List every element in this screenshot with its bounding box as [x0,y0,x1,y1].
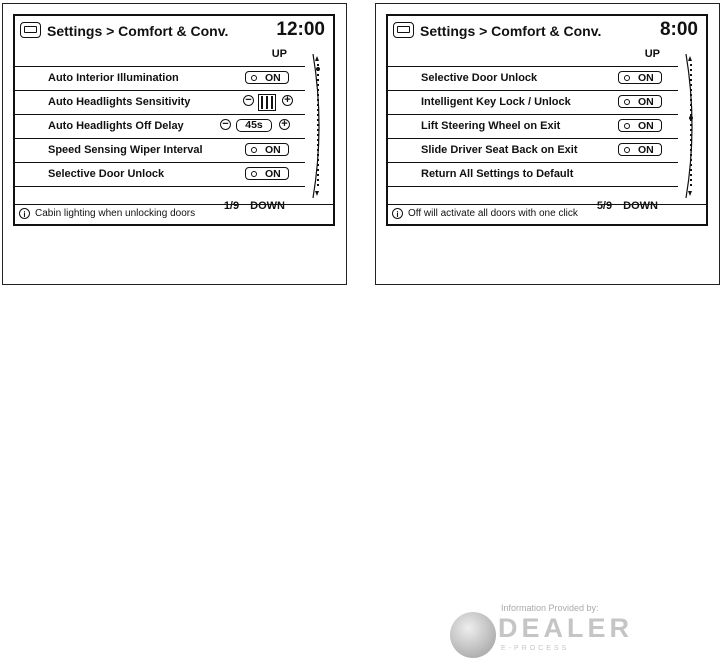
settings-panel-1 [2,3,347,285]
setting-label: Return All Settings to Default [421,168,574,180]
up-button[interactable]: UP [644,48,660,60]
toggle-value: ON [265,72,281,84]
toggle-switch[interactable] [245,143,289,156]
scrollbar[interactable] [311,52,325,200]
plus-icon[interactable]: + [279,119,290,130]
setting-label: Slide Driver Seat Back on Exit [421,144,578,156]
settings-list [388,46,678,212]
hint-text: Off will activate all doors with one click [408,208,578,219]
scrollbar-graphic [684,52,698,200]
page-indicator: 5/9 [596,200,613,212]
toggle-indicator-icon [624,99,630,105]
setting-row[interactable] [15,91,305,115]
screen-title: Settings > Comfort & Conv. [420,23,602,39]
up-button[interactable]: UP [271,48,287,60]
info-icon: i [392,208,403,219]
settings-panel-2 [375,3,720,285]
toggle-value: ON [638,144,654,156]
setting-row[interactable] [388,163,678,187]
screen-2 [386,14,708,226]
page-indicator: 1/9 [223,200,240,212]
setting-row[interactable] [15,115,305,139]
logo-caption: Information Provided by: [501,603,599,613]
sensitivity-slider[interactable] [258,94,276,111]
hint-text: Cabin lighting when unlocking doors [35,208,196,219]
minus-icon[interactable]: − [243,95,254,106]
toggle-value: ON [638,120,654,132]
slider-bar [266,96,268,109]
setting-row[interactable] [388,139,678,163]
setting-label: Selective Door Unlock [421,72,538,84]
setting-label: Auto Headlights Off Delay [48,120,184,132]
title-bar [388,16,706,46]
scrollbar[interactable] [684,52,698,200]
setting-row[interactable] [15,163,305,187]
slider-bar [261,96,263,109]
toggle-indicator-icon [624,123,630,129]
setting-row[interactable] [388,115,678,139]
toggle-switch[interactable] [618,95,662,108]
logo-name: DEALER [498,613,634,643]
scrollbar-graphic [311,52,325,200]
setting-label: Auto Interior Illumination [48,72,179,84]
setting-label: Speed Sensing Wiper Interval [48,144,203,156]
slider-bar [271,96,273,109]
setting-row[interactable] [15,139,305,163]
toggle-indicator-icon [251,75,257,81]
hint-bar [15,204,333,224]
clock: 12:00 [276,19,325,40]
setting-row[interactable] [15,67,305,91]
dealer-eprocess-logo [446,600,656,662]
down-button[interactable]: DOWN [250,200,285,212]
toggle-indicator-icon [624,147,630,153]
toggle-indicator-icon [251,147,257,153]
setting-label: Intelligent Key Lock / Unlock [421,96,571,108]
screen-title: Settings > Comfort & Conv. [47,23,229,39]
setting-row[interactable] [388,67,678,91]
toggle-value: ON [265,168,281,180]
menu-icon[interactable] [20,22,41,38]
info-icon: i [19,208,30,219]
toggle-switch[interactable] [245,167,289,180]
toggle-indicator-icon [624,75,630,81]
settings-list [15,46,305,212]
down-button[interactable]: DOWN [623,200,658,212]
plus-icon[interactable]: + [282,95,293,106]
toggle-switch[interactable] [618,71,662,84]
logo-emblem-icon [450,612,496,658]
logo-tagline: E-PROCESS [501,645,570,652]
toggle-switch[interactable] [245,71,289,84]
setting-label: Selective Door Unlock [48,168,165,180]
screen-1 [13,14,335,226]
toggle-switch[interactable] [618,143,662,156]
clock: 8:00 [659,19,698,40]
toggle-value: ON [638,72,654,84]
title-bar [15,16,333,46]
toggle-value: ON [265,144,281,156]
toggle-indicator-icon [251,171,257,177]
delay-value: 45s [236,119,272,132]
minus-icon[interactable]: − [220,119,231,130]
menu-icon[interactable] [393,22,414,38]
toggle-switch[interactable] [618,119,662,132]
toggle-value: ON [638,96,654,108]
setting-label: Lift Steering Wheel on Exit [421,120,561,132]
hint-bar [388,204,706,224]
setting-row[interactable] [388,91,678,115]
setting-label: Auto Headlights Sensitivity [48,96,191,108]
